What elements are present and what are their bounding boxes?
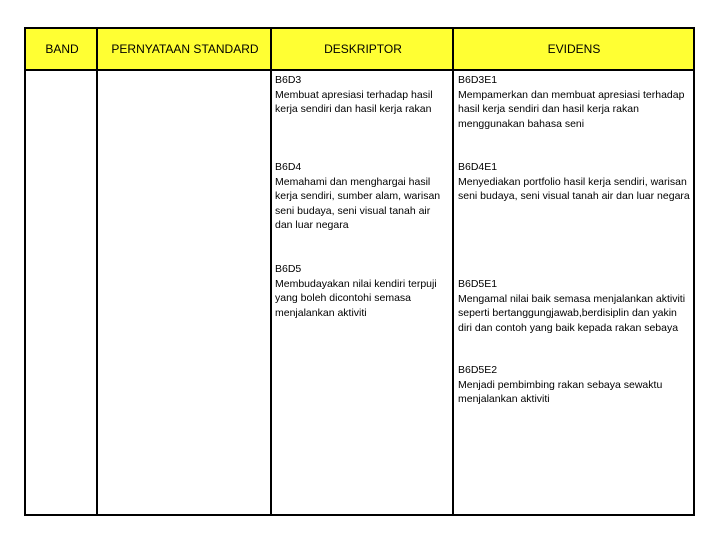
column-divider (270, 29, 272, 514)
descriptor-code: B6D3 (275, 74, 302, 86)
descriptor-text: Membuat apresiasi terhadap hasil kerja sendiri dan hasil kerja rakan (275, 88, 433, 115)
evidence-entry (458, 160, 690, 204)
evidence-code: B6D5E2 (458, 364, 498, 376)
header-band: BAND (45, 42, 79, 56)
evidence-text: Mengamal nilai baik semasa menjalankan aktiviti seperti bertanggungjawab,berdisiplin dan yakin diri dan contoh yang baik kepada rakan sebaya (458, 292, 686, 334)
evidence-entry (458, 363, 690, 407)
descriptor-entry (275, 73, 449, 117)
evidence-entry (458, 73, 690, 131)
descriptor-text: Memahami dan menghargai hasil kerja sendiri, sumber alam, warisan seni budaya, seni visual tanah air dan luar negara (275, 175, 441, 231)
evidence-code: B6D5E1 (458, 278, 498, 290)
header-pernyataan-standard: PERNYATAAN STANDARD (111, 42, 259, 56)
table-header (26, 29, 693, 71)
header-evidens: EVIDENS (547, 42, 601, 56)
column-divider (96, 29, 98, 514)
standards-table (24, 27, 695, 516)
evidence-code: B6D4E1 (458, 161, 498, 173)
column-divider (452, 29, 454, 514)
evidence-text: Mempamerkan dan membuat apresiasi terhadap hasil kerja sendiri dan hasil kerja rakan menggunakan bahasa seni (458, 88, 685, 130)
descriptor-code: B6D5 (275, 263, 302, 275)
descriptor-entry (275, 160, 449, 233)
evidence-text: Menyediakan portfolio hasil kerja sendiri, warisan seni budaya, seni visual tanah air dan luar negara (458, 175, 690, 202)
descriptor-text: Membudayakan nilai kendiri terpuji yang boleh dicontohi semasa menjalankan aktiviti (275, 277, 437, 319)
evidence-text: Menjadi pembimbing rakan sebaya sewaktu menjalankan aktiviti (458, 378, 663, 405)
evidence-code: B6D3E1 (458, 74, 498, 86)
header-deskriptor: DESKRIPTOR (324, 42, 402, 56)
descriptor-code: B6D4 (275, 161, 302, 173)
evidence-entry (458, 277, 690, 335)
descriptor-entry (275, 262, 449, 320)
